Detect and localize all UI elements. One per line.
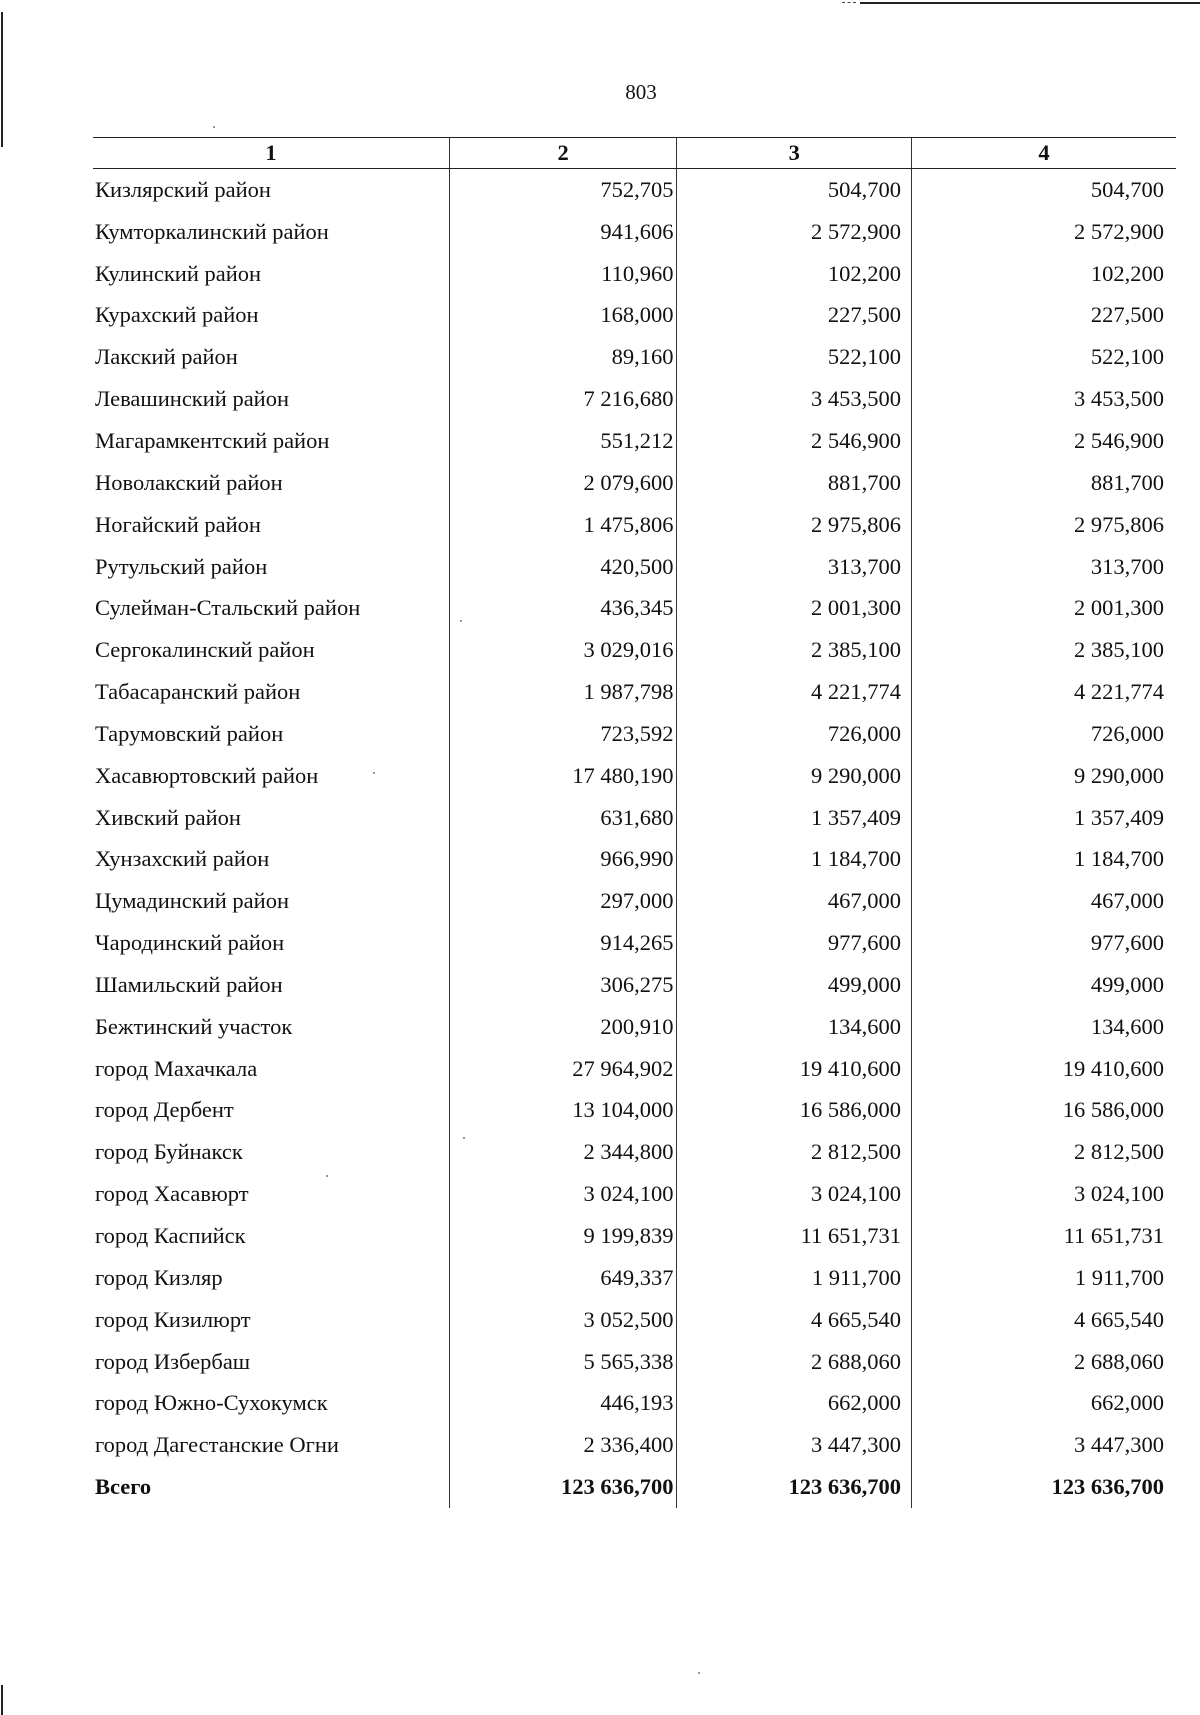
value-col-3: 2 385,100 xyxy=(677,629,912,671)
table-row xyxy=(93,336,1176,378)
value-col-3: 2 546,900 xyxy=(677,420,912,462)
value-col-2: 1 987,798 xyxy=(449,671,677,713)
value-col-2: 297,000 xyxy=(449,880,677,922)
region-name: Лакский район xyxy=(95,344,238,370)
region-name: город Кизилюрт xyxy=(95,1306,251,1332)
value-col-3: 9 290,000 xyxy=(677,755,912,797)
table-row xyxy=(93,420,1176,462)
region-name: Сергокалинский район xyxy=(95,637,315,663)
value-col-2: 17 480,190 xyxy=(449,755,677,797)
region-name: Шамильский район xyxy=(95,971,283,997)
column-header: 4 xyxy=(912,138,1176,169)
value-col-4: 16 586,000 xyxy=(912,1090,1176,1132)
total-col-4: 123 636,700 xyxy=(912,1466,1176,1508)
table-row xyxy=(93,1299,1176,1341)
value-col-4: 11 651,731 xyxy=(912,1215,1176,1257)
value-col-2: 9 199,839 xyxy=(449,1215,677,1257)
table-row xyxy=(93,1006,1176,1048)
value-col-2: 110,960 xyxy=(449,253,677,295)
value-col-2: 941,606 xyxy=(449,211,677,253)
scan-edge-left-bottom xyxy=(1,1685,3,1715)
table-row xyxy=(93,797,1176,839)
value-col-2: 723,592 xyxy=(449,713,677,755)
value-col-2: 27 964,902 xyxy=(449,1048,677,1090)
region-name: Хасавюртовский район xyxy=(95,762,319,788)
value-col-2: 446,193 xyxy=(449,1382,677,1424)
region-name: Тарумовский район xyxy=(95,720,284,746)
region-name: город Махачкала xyxy=(95,1055,258,1081)
value-col-4: 3 453,500 xyxy=(912,378,1176,420)
region-name: Кизлярский район xyxy=(95,176,271,202)
region-name: Курахский район xyxy=(95,302,259,328)
value-col-4: 4 665,540 xyxy=(912,1299,1176,1341)
total-row xyxy=(93,1466,1176,1508)
value-col-2: 914,265 xyxy=(449,922,677,964)
table-header-row xyxy=(93,138,1176,169)
value-col-3: 2 975,806 xyxy=(677,504,912,546)
value-col-2: 420,500 xyxy=(449,546,677,588)
value-col-4: 881,700 xyxy=(912,462,1176,504)
region-name: Бежтинский участок xyxy=(95,1013,293,1039)
value-col-2: 3 029,016 xyxy=(449,629,677,671)
value-col-3: 3 024,100 xyxy=(677,1173,912,1215)
region-name: Ногайский район xyxy=(95,511,261,537)
scan-edge-top xyxy=(860,2,1200,4)
table-row xyxy=(93,964,1176,1006)
value-col-3: 881,700 xyxy=(677,462,912,504)
region-name: Магарамкентский район xyxy=(95,427,330,453)
table-row xyxy=(93,671,1176,713)
region-name: Сулейман-Стальский район xyxy=(95,595,361,621)
table-row xyxy=(93,1257,1176,1299)
value-col-3: 1 184,700 xyxy=(677,839,912,881)
value-col-2: 649,337 xyxy=(449,1257,677,1299)
column-header: 1 xyxy=(93,138,449,169)
value-col-4: 134,600 xyxy=(912,1006,1176,1048)
region-name: город Дербент xyxy=(95,1097,234,1123)
value-col-4: 4 221,774 xyxy=(912,671,1176,713)
table-row xyxy=(93,462,1176,504)
table-row xyxy=(93,1048,1176,1090)
table-row xyxy=(93,1215,1176,1257)
region-name: город Буйнакск xyxy=(95,1139,243,1165)
value-col-4: 499,000 xyxy=(912,964,1176,1006)
column-header: 2 xyxy=(449,138,677,169)
value-col-4: 2 975,806 xyxy=(912,504,1176,546)
value-col-2: 2 344,800 xyxy=(449,1131,677,1173)
table-row xyxy=(93,1382,1176,1424)
value-col-3: 3 453,500 xyxy=(677,378,912,420)
value-col-3: 467,000 xyxy=(677,880,912,922)
value-col-3: 313,700 xyxy=(677,546,912,588)
value-col-3: 16 586,000 xyxy=(677,1090,912,1132)
region-name: Цумадинский район xyxy=(95,888,289,914)
value-col-2: 306,275 xyxy=(449,964,677,1006)
column-header: 3 xyxy=(677,138,912,169)
value-col-2: 3 024,100 xyxy=(449,1173,677,1215)
value-col-4: 726,000 xyxy=(912,713,1176,755)
region-name: Новолакский район xyxy=(95,469,283,495)
value-col-2: 3 052,500 xyxy=(449,1299,677,1341)
value-col-3: 2 572,900 xyxy=(677,211,912,253)
region-name: Кулинский район xyxy=(95,260,262,286)
value-col-2: 5 565,338 xyxy=(449,1341,677,1383)
value-col-3: 1 357,409 xyxy=(677,797,912,839)
value-col-4: 102,200 xyxy=(912,253,1176,295)
value-col-4: 2 001,300 xyxy=(912,587,1176,629)
value-col-2: 631,680 xyxy=(449,797,677,839)
value-col-4: 3 447,300 xyxy=(912,1424,1176,1466)
value-col-3: 2 688,060 xyxy=(677,1341,912,1383)
value-col-3: 499,000 xyxy=(677,964,912,1006)
value-col-3: 227,500 xyxy=(677,295,912,337)
value-col-3: 2 001,300 xyxy=(677,587,912,629)
total-col-2: 123 636,700 xyxy=(449,1466,677,1508)
region-name: город Каспийск xyxy=(95,1223,246,1249)
value-col-4: 504,700 xyxy=(912,169,1176,211)
region-name: город Южно-Сухокумск xyxy=(95,1390,328,1416)
value-col-4: 2 572,900 xyxy=(912,211,1176,253)
budget-table xyxy=(93,137,1176,1508)
table-row xyxy=(93,1424,1176,1466)
value-col-4: 3 024,100 xyxy=(912,1173,1176,1215)
table-row xyxy=(93,587,1176,629)
value-col-4: 9 290,000 xyxy=(912,755,1176,797)
value-col-4: 977,600 xyxy=(912,922,1176,964)
value-col-3: 504,700 xyxy=(677,169,912,211)
region-name: город Кизляр xyxy=(95,1264,223,1290)
table-row xyxy=(93,922,1176,964)
value-col-4: 19 410,600 xyxy=(912,1048,1176,1090)
value-col-3: 662,000 xyxy=(677,1382,912,1424)
value-col-4: 522,100 xyxy=(912,336,1176,378)
table-row xyxy=(93,546,1176,588)
value-col-3: 977,600 xyxy=(677,922,912,964)
region-name: Левашинский район xyxy=(95,386,290,412)
table-row xyxy=(93,1341,1176,1383)
value-col-3: 726,000 xyxy=(677,713,912,755)
value-col-4: 1 357,409 xyxy=(912,797,1176,839)
value-col-4: 1 184,700 xyxy=(912,839,1176,881)
value-col-4: 467,000 xyxy=(912,880,1176,922)
region-name: Хунзахский район xyxy=(95,846,270,872)
table-row xyxy=(93,839,1176,881)
value-col-3: 3 447,300 xyxy=(677,1424,912,1466)
table-row xyxy=(93,755,1176,797)
value-col-2: 200,910 xyxy=(449,1006,677,1048)
scan-speck xyxy=(698,1672,700,1674)
value-col-4: 2 688,060 xyxy=(912,1341,1176,1383)
region-name: город Избербаш xyxy=(95,1348,251,1374)
region-name: город Хасавюрт xyxy=(95,1181,249,1207)
value-col-3: 102,200 xyxy=(677,253,912,295)
value-col-3: 19 410,600 xyxy=(677,1048,912,1090)
table-row xyxy=(93,378,1176,420)
table-row xyxy=(93,169,1176,211)
table-row xyxy=(93,1090,1176,1132)
table-row xyxy=(93,1131,1176,1173)
scan-speck xyxy=(213,126,215,128)
scan-edge-dash xyxy=(842,2,856,3)
table-row xyxy=(93,253,1176,295)
total-label: Всего xyxy=(95,1474,152,1500)
value-col-3: 2 812,500 xyxy=(677,1131,912,1173)
value-col-2: 2 079,600 xyxy=(449,462,677,504)
value-col-3: 4 665,540 xyxy=(677,1299,912,1341)
value-col-4: 2 546,900 xyxy=(912,420,1176,462)
value-col-2: 2 336,400 xyxy=(449,1424,677,1466)
table-row xyxy=(93,295,1176,337)
value-col-3: 11 651,731 xyxy=(677,1215,912,1257)
value-col-4: 227,500 xyxy=(912,295,1176,337)
total-col-3: 123 636,700 xyxy=(677,1466,912,1508)
value-col-2: 89,160 xyxy=(449,336,677,378)
value-col-4: 2 812,500 xyxy=(912,1131,1176,1173)
value-col-4: 1 911,700 xyxy=(912,1257,1176,1299)
value-col-2: 7 216,680 xyxy=(449,378,677,420)
region-name: Кумторкалинский район xyxy=(95,218,329,244)
table-row xyxy=(93,211,1176,253)
value-col-3: 522,100 xyxy=(677,336,912,378)
table-row xyxy=(93,1173,1176,1215)
table-row xyxy=(93,504,1176,546)
value-col-4: 662,000 xyxy=(912,1382,1176,1424)
region-name: Табасаранский район xyxy=(95,679,301,705)
region-name: Хивский район xyxy=(95,804,241,830)
value-col-4: 2 385,100 xyxy=(912,629,1176,671)
region-name: Чародинский район xyxy=(95,930,285,956)
region-name: город Дагестанские Огни xyxy=(95,1432,339,1458)
value-col-2: 551,212 xyxy=(449,420,677,462)
value-col-2: 168,000 xyxy=(449,295,677,337)
value-col-3: 1 911,700 xyxy=(677,1257,912,1299)
value-col-3: 134,600 xyxy=(677,1006,912,1048)
table-row xyxy=(93,713,1176,755)
value-col-4: 313,700 xyxy=(912,546,1176,588)
value-col-2: 1 475,806 xyxy=(449,504,677,546)
value-col-3: 4 221,774 xyxy=(677,671,912,713)
region-name: Рутульский район xyxy=(95,553,268,579)
value-col-2: 436,345 xyxy=(449,587,677,629)
table-row xyxy=(93,880,1176,922)
value-col-2: 752,705 xyxy=(449,169,677,211)
table-row xyxy=(93,629,1176,671)
page-number: 803 xyxy=(625,80,657,104)
value-col-2: 13 104,000 xyxy=(449,1090,677,1132)
value-col-2: 966,990 xyxy=(449,839,677,881)
